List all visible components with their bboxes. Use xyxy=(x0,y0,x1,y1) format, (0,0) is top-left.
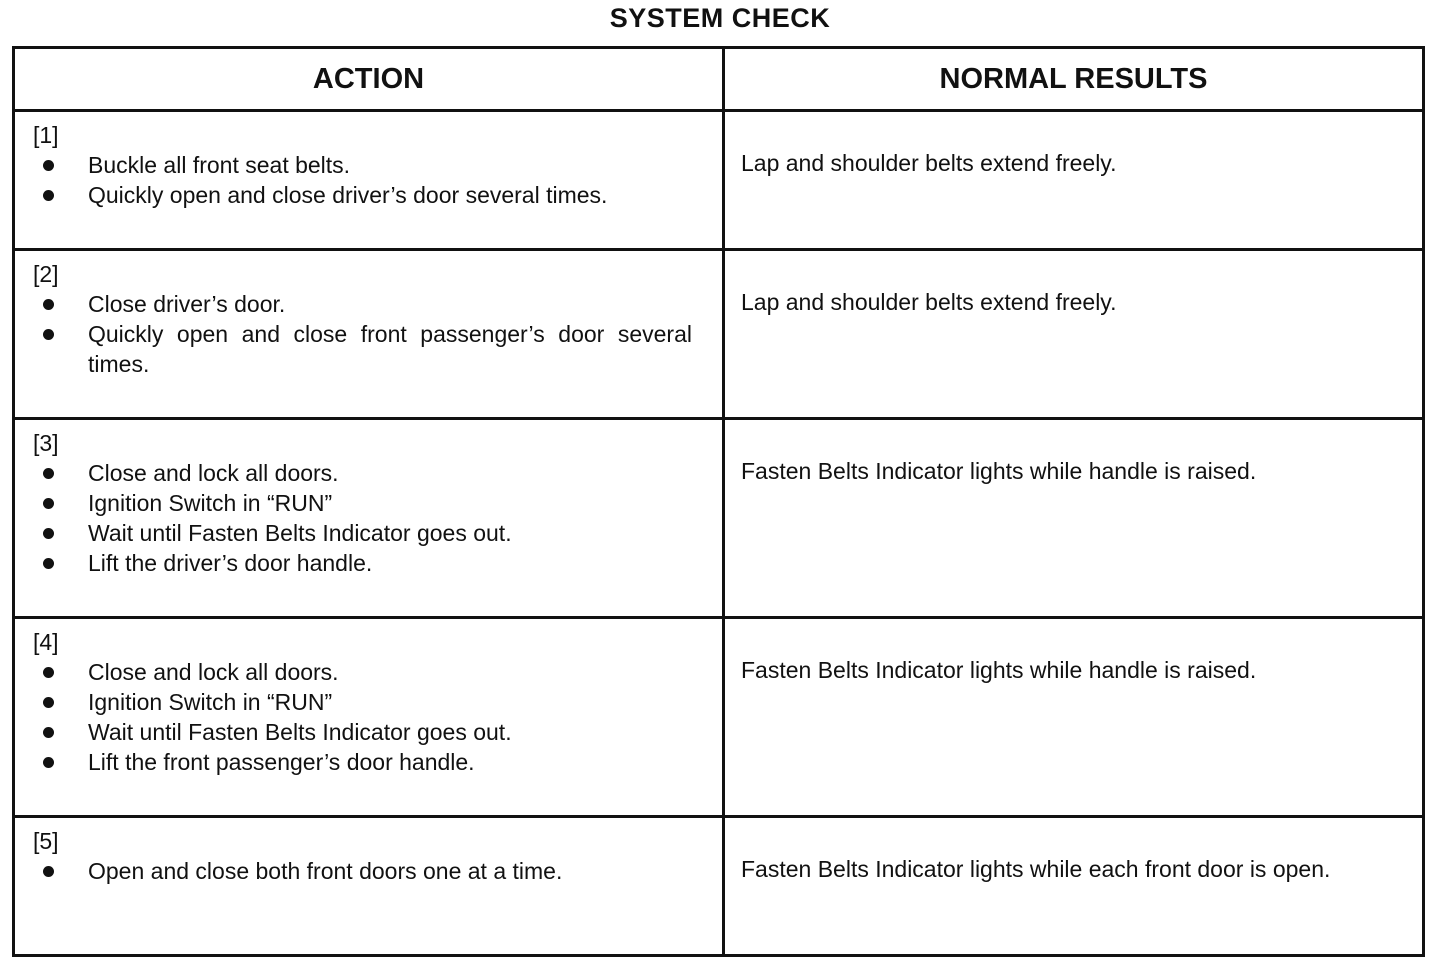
action-text: Buckle all front seat belts. xyxy=(88,152,351,178)
bullet-icon xyxy=(43,667,54,678)
action-item xyxy=(33,319,692,379)
table-row xyxy=(14,250,1424,419)
action-item xyxy=(33,657,692,687)
action-item xyxy=(33,717,692,747)
step-number: [4] xyxy=(33,629,59,655)
bullet-icon xyxy=(43,468,54,479)
action-text: Ignition Switch in “RUN” xyxy=(88,490,333,516)
bullet-icon xyxy=(43,528,54,539)
table-row xyxy=(14,618,1424,817)
bullet-icon xyxy=(43,190,54,201)
table-row xyxy=(14,111,1424,250)
action-item xyxy=(33,548,692,578)
action-cell xyxy=(14,618,724,817)
bullet-icon xyxy=(43,329,54,340)
action-cell xyxy=(14,419,724,618)
header-row xyxy=(14,48,1424,111)
step-number: [5] xyxy=(33,828,59,854)
bullet-icon xyxy=(43,160,54,171)
action-item xyxy=(33,180,692,210)
action-list xyxy=(33,150,692,210)
action-list xyxy=(33,458,692,578)
bullet-icon xyxy=(43,866,54,877)
result-cell: Fasten Belts Indicator lights while handle is raised. xyxy=(724,419,1424,618)
result-cell: Fasten Belts Indicator lights while each front door is open. xyxy=(724,817,1424,956)
step-number: [1] xyxy=(33,122,59,148)
result-cell: Lap and shoulder belts extend freely. xyxy=(724,250,1424,419)
action-text: Close and lock all doors. xyxy=(88,659,339,685)
action-text: Open and close both front doors one at a time. xyxy=(88,858,563,884)
action-text: Close and lock all doors. xyxy=(88,460,339,486)
bullet-icon xyxy=(43,757,54,768)
system-check-table xyxy=(12,46,1425,957)
result-cell: Lap and shoulder belts extend freely. xyxy=(724,111,1424,250)
bullet-icon xyxy=(43,697,54,708)
results-column-header: NORMAL RESULTS xyxy=(724,48,1424,111)
action-item xyxy=(33,518,692,548)
bullet-icon xyxy=(43,727,54,738)
action-cell xyxy=(14,817,724,956)
table-row xyxy=(14,817,1424,956)
action-text: Quickly open and close front passenger’s door several times. xyxy=(88,321,692,377)
action-text: Close driver’s door. xyxy=(88,291,286,317)
action-list xyxy=(33,289,692,379)
bullet-icon xyxy=(43,299,54,310)
action-item xyxy=(33,856,692,886)
bullet-icon xyxy=(43,558,54,569)
step-number: [3] xyxy=(33,430,59,456)
table-row xyxy=(14,419,1424,618)
action-item xyxy=(33,747,692,777)
page-title: SYSTEM CHECK xyxy=(609,3,831,33)
action-item xyxy=(33,289,692,319)
action-column-header: ACTION xyxy=(14,48,724,111)
action-list xyxy=(33,657,692,777)
action-text: Quickly open and close driver’s door several times. xyxy=(88,182,608,208)
action-list xyxy=(33,856,692,886)
action-item xyxy=(33,458,692,488)
action-text: Lift the driver’s door handle. xyxy=(88,550,373,576)
action-item xyxy=(33,488,692,518)
result-cell: Fasten Belts Indicator lights while handle is raised. xyxy=(724,618,1424,817)
action-text: Ignition Switch in “RUN” xyxy=(88,689,333,715)
step-number: [2] xyxy=(33,261,59,287)
action-text: Lift the front passenger’s door handle. xyxy=(88,749,475,775)
action-cell xyxy=(14,111,724,250)
action-text: Wait until Fasten Belts Indicator goes out. xyxy=(88,719,512,745)
action-text: Wait until Fasten Belts Indicator goes out. xyxy=(88,520,512,546)
action-item xyxy=(33,150,692,180)
action-cell xyxy=(14,250,724,419)
bullet-icon xyxy=(43,498,54,509)
action-item xyxy=(33,687,692,717)
